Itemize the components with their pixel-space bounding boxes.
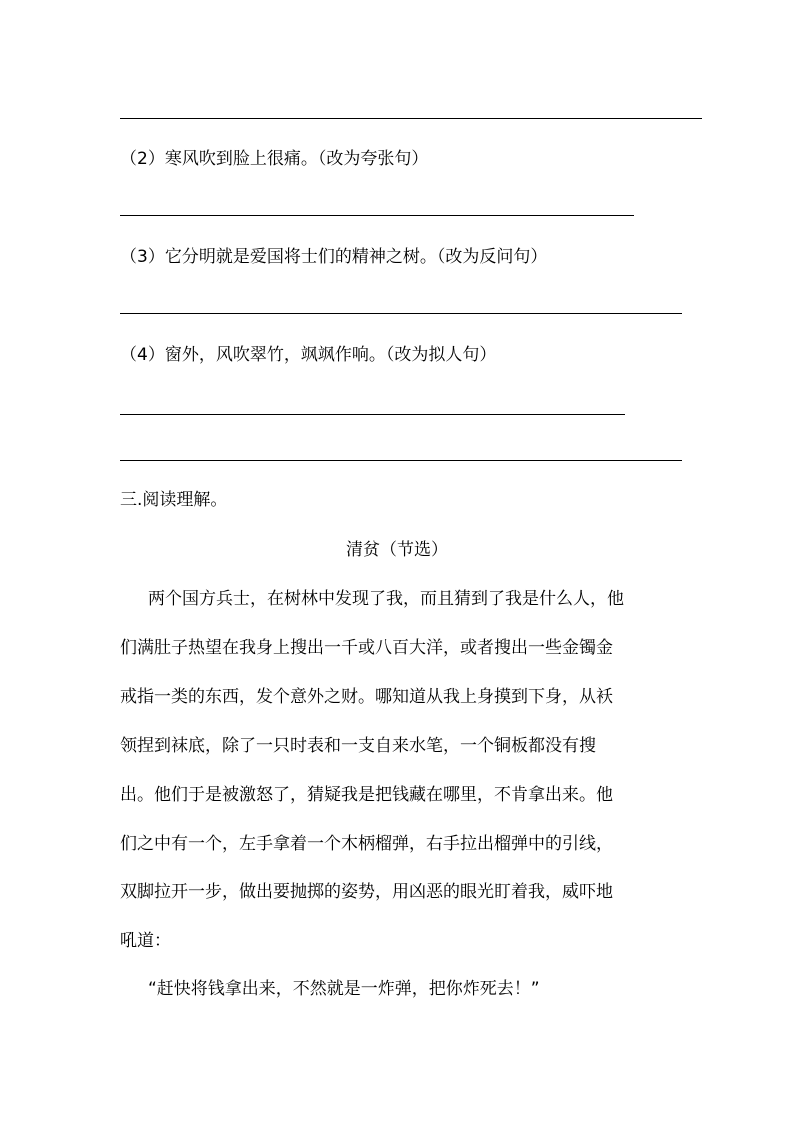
exercise-2-prompt: （2）寒风吹到脸上很痛。（改为夸张句） (120, 149, 429, 169)
passage-line: 们之中有一个，左手拿着一个木柄榴弹，右手拉出榴弹中的引线， (120, 834, 613, 854)
passage-line: 出。他们于是被激怒了，猜疑我是把钱藏在哪里，不肯拿出来。他 (120, 785, 613, 805)
passage-line: 领捏到袜底，除了一只时表和一支自来水笔，一个铜板都没有搜 (120, 736, 596, 756)
answer-line[interactable] (120, 460, 682, 461)
passage-line: 两个国方兵士，在树林中发现了我，而且猜到了我是什么人，他 (148, 589, 624, 609)
answer-line[interactable] (120, 313, 682, 314)
section-heading: 三.阅读理解。 (120, 490, 228, 510)
answer-line[interactable] (120, 414, 625, 415)
passage-line: 双脚拉开一步，做出要抛掷的姿势，用凶恶的眼光盯着我，威吓地 (120, 882, 613, 902)
exercise-4-prompt: （4）窗外，风吹翠竹，飒飒作响。（改为拟人句） (120, 345, 497, 365)
passage-quote: “赶快将钱拿出来，不然就是一炸弹，把你炸死去！” (148, 979, 540, 999)
exercise-3-prompt: （3）它分明就是爱国将士们的精神之树。（改为反问句） (120, 247, 548, 267)
passage-line: 吼道： (120, 931, 171, 951)
answer-line[interactable] (120, 215, 634, 216)
passage-line: 们满肚子热望在我身上搜出一千或八百大洋，或者搜出一些金镯金 (120, 638, 613, 658)
passage-line: 戒指一类的东西，发个意外之财。哪知道从我上身摸到下身，从袄 (120, 687, 613, 707)
answer-line[interactable] (120, 118, 702, 119)
passage-title: 清贫（节选） (346, 540, 448, 560)
